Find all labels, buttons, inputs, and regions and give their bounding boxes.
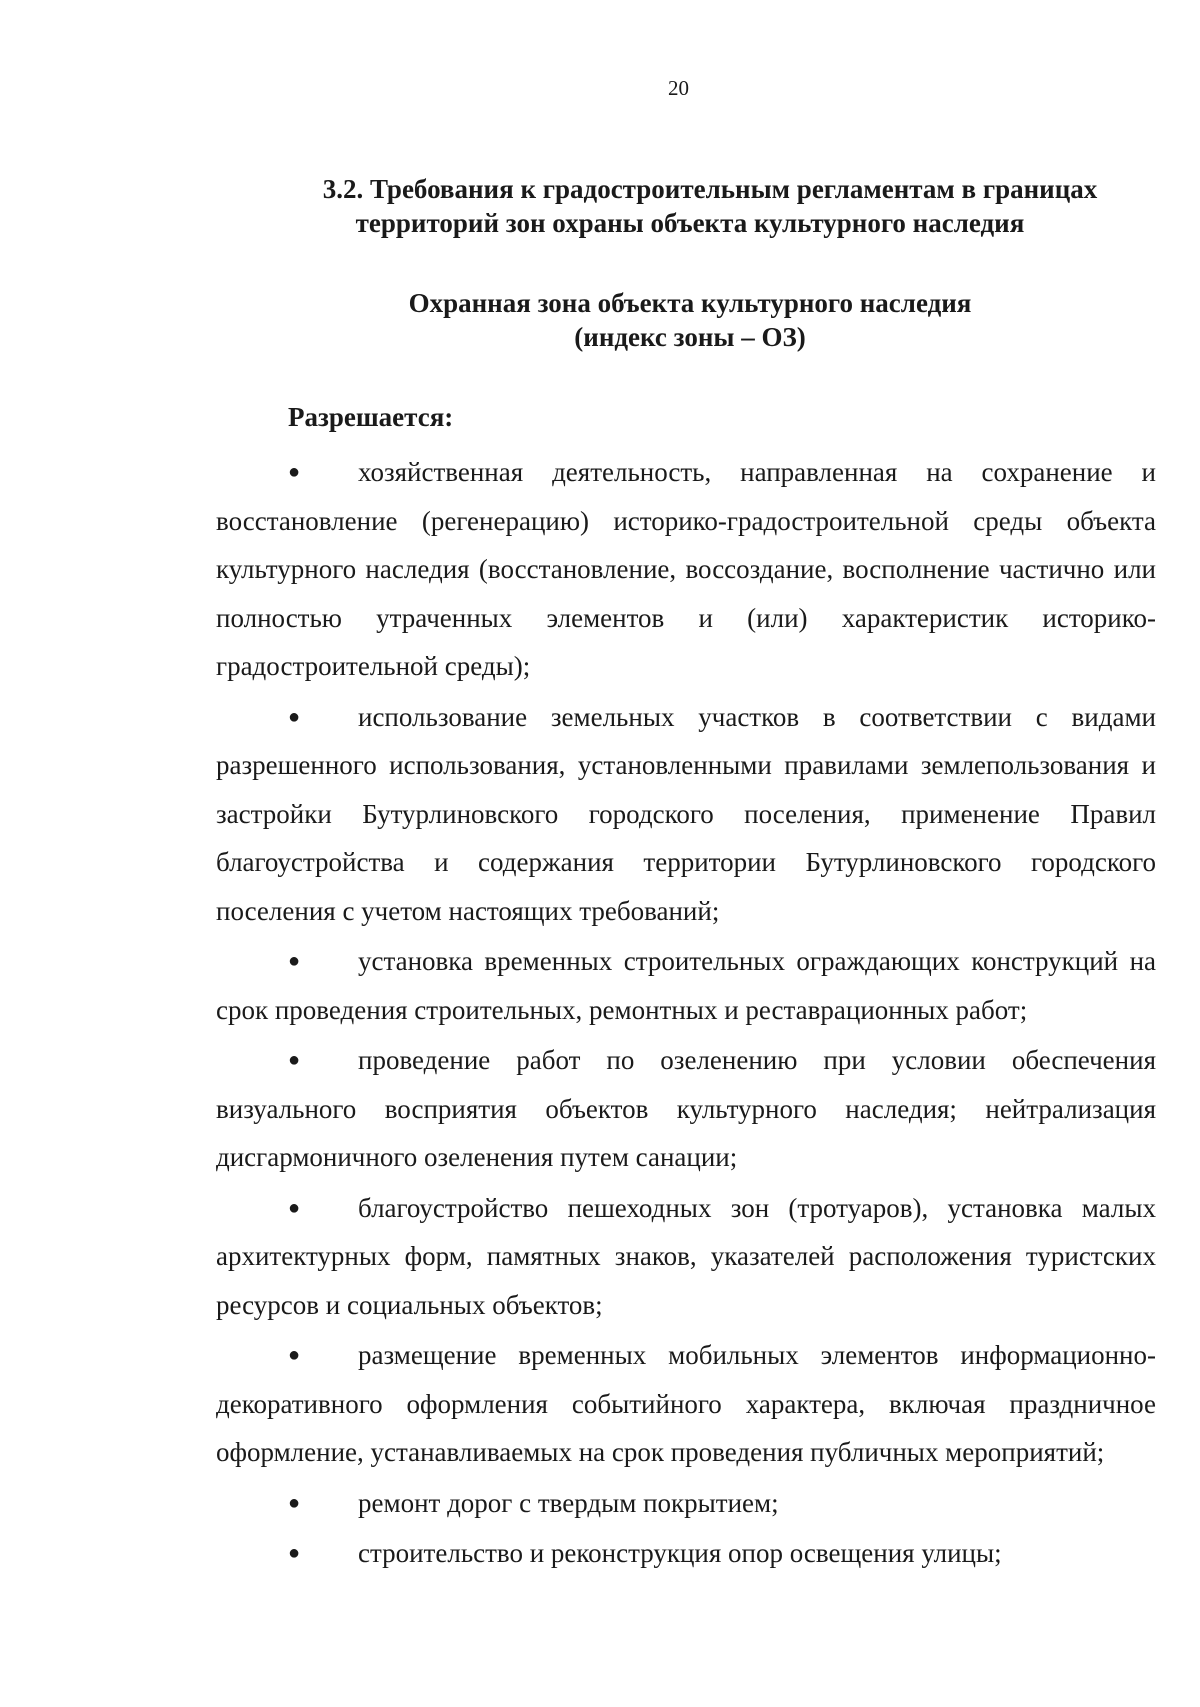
allowed-list (216, 448, 1156, 1580)
list-item (216, 1479, 1156, 1528)
bullet-icon: ● (288, 1196, 301, 1219)
list-item-text: хозяйственная деятельность, направленная на сохранение и восстановление (регенерацию) историко-градостроительной среды объекта культурного наследия (восстановление, воссоздание, восполнение частично или полностью утраченных элементов и (или) характеристик историко-градостроительной среды); (216, 457, 1156, 681)
list-item (216, 937, 1156, 1034)
bullet-icon: ● (288, 1491, 301, 1514)
list-item (216, 693, 1156, 936)
list-item (216, 1184, 1156, 1330)
list-item (216, 1529, 1156, 1578)
section-title-line-1: 3.2. Требования к градостроительным регламентам в границах (322, 174, 1098, 204)
list-item-text: строительство и реконструкция опор освещения улицы; (358, 1538, 1002, 1568)
zone-title-line-2: (индекс зоны – ОЗ) (574, 322, 806, 352)
list-item-text: размещение временных мобильных элементов информационно-декоративного оформления событийного характера, включая праздничное оформление, устанавливаемых на срок проведения публичных мероприятий; (216, 1340, 1156, 1467)
zone-title-line-1: Охранная зона объекта культурного наследия (408, 288, 972, 318)
list-item-text: благоустройство пешеходных зон (тротуаров), установка малых архитектурных форм, памятных знаков, указателей расположения туристских ресурсов и социальных объектов; (216, 1192, 1156, 1320)
bullet-icon: ● (288, 1049, 301, 1071)
section-title-line-2: территорий зон охраны объекта культурного наследия (355, 208, 1025, 238)
bullet-icon: ● (288, 1542, 301, 1564)
page-number: 20 (668, 76, 689, 100)
list-item (216, 448, 1156, 691)
bullet-icon: ● (288, 950, 301, 972)
list-item-text: ремонт дорог с твердым покрытием; (358, 1487, 779, 1518)
list-item-text: проведение работ по озеленению при условии обеспечения визуального восприятия объектов культурного наследия; нейтрализация дисгармоничного озеленения путем санации; (216, 1045, 1156, 1172)
section-title (200, 172, 1180, 240)
list-item-text: установка временных строительных ограждающих конструкций на срок проведения строительных, ремонтных и реставрационных работ; (216, 946, 1156, 1025)
list-item-text: использование земельных участков в соответствии с видами разрешенного использования, установленными правилами землепользования и застройки Бутурлиновского городского поселения, применение Правил благоустройства и содержания территории Бутурлиновского городского поселения с учетом настоящих требований; (216, 701, 1156, 926)
bullet-icon: ● (288, 461, 301, 483)
allowed-heading: Разрешается: (288, 402, 454, 432)
list-item (216, 1036, 1156, 1182)
list-item (216, 1331, 1156, 1477)
bullet-icon: ● (288, 705, 301, 728)
zone-title (200, 286, 1180, 354)
bullet-icon: ● (288, 1344, 301, 1366)
